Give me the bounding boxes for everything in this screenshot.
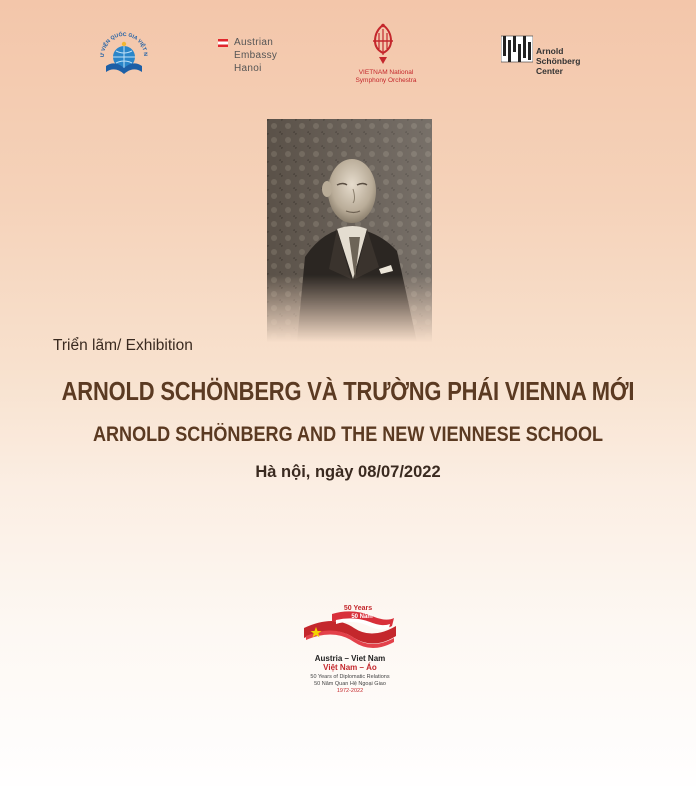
national-library-logo <box>96 26 152 82</box>
embassy-line-2: Embassy <box>234 50 278 61</box>
embassy-line-3: Hanoi <box>234 63 262 74</box>
exhibition-date: Hà nội, ngày 08/07/2022 <box>255 463 441 481</box>
embassy-line-1: Austrian <box>234 37 274 48</box>
exhibition-title-vietnamese: ARNOLD SCHÖNBERG VÀ TRƯỜNG PHÁI VIENNA MỚI <box>61 378 635 406</box>
austria-flag-icon <box>218 39 228 47</box>
badge-years-vn: 50 Năm <box>351 614 373 620</box>
book-globe-icon <box>96 26 152 82</box>
anniversary-line-3: 50 Years of Diplomatic Relations <box>310 674 390 680</box>
schoenberg-portrait-photo <box>267 119 432 342</box>
arnold-schoenberg-center-logo <box>501 34 591 78</box>
anniversary-line-5: 1972-2022 <box>336 688 364 694</box>
orchestra-line-2: Symphony Orchestra <box>355 77 417 84</box>
piano-keys-icon <box>501 34 533 64</box>
badge-years-en: 50 Years <box>343 605 373 612</box>
anniversary-line-2: Việt Nam – Áo <box>323 663 377 672</box>
vietnam-symphony-orchestra-logo <box>345 23 427 87</box>
library-name-text: Ư VIỆN QUỐC GIA VIỆT N <box>99 31 149 58</box>
lyre-icon <box>369 23 397 65</box>
anniversary-logo <box>298 600 402 700</box>
exhibition-title-english: ARNOLD SCHÖNBERG AND THE NEW VIENNESE SCHOOL <box>92 423 604 446</box>
asc-line-1: Arnold <box>536 46 564 56</box>
anniversary-line-1: Austria – Viet Nam <box>314 654 386 663</box>
orchestra-line-1: VIETNAM National <box>358 69 414 76</box>
anniversary-line-4: 50 Năm Quan Hệ Ngoại Giao <box>314 681 386 687</box>
exhibition-label: Triển lãm/ Exhibition <box>53 337 193 354</box>
asc-line-2: Schönberg <box>536 56 581 66</box>
ribbon-flag-icon <box>302 600 398 652</box>
asc-line-3: Center <box>536 66 563 76</box>
